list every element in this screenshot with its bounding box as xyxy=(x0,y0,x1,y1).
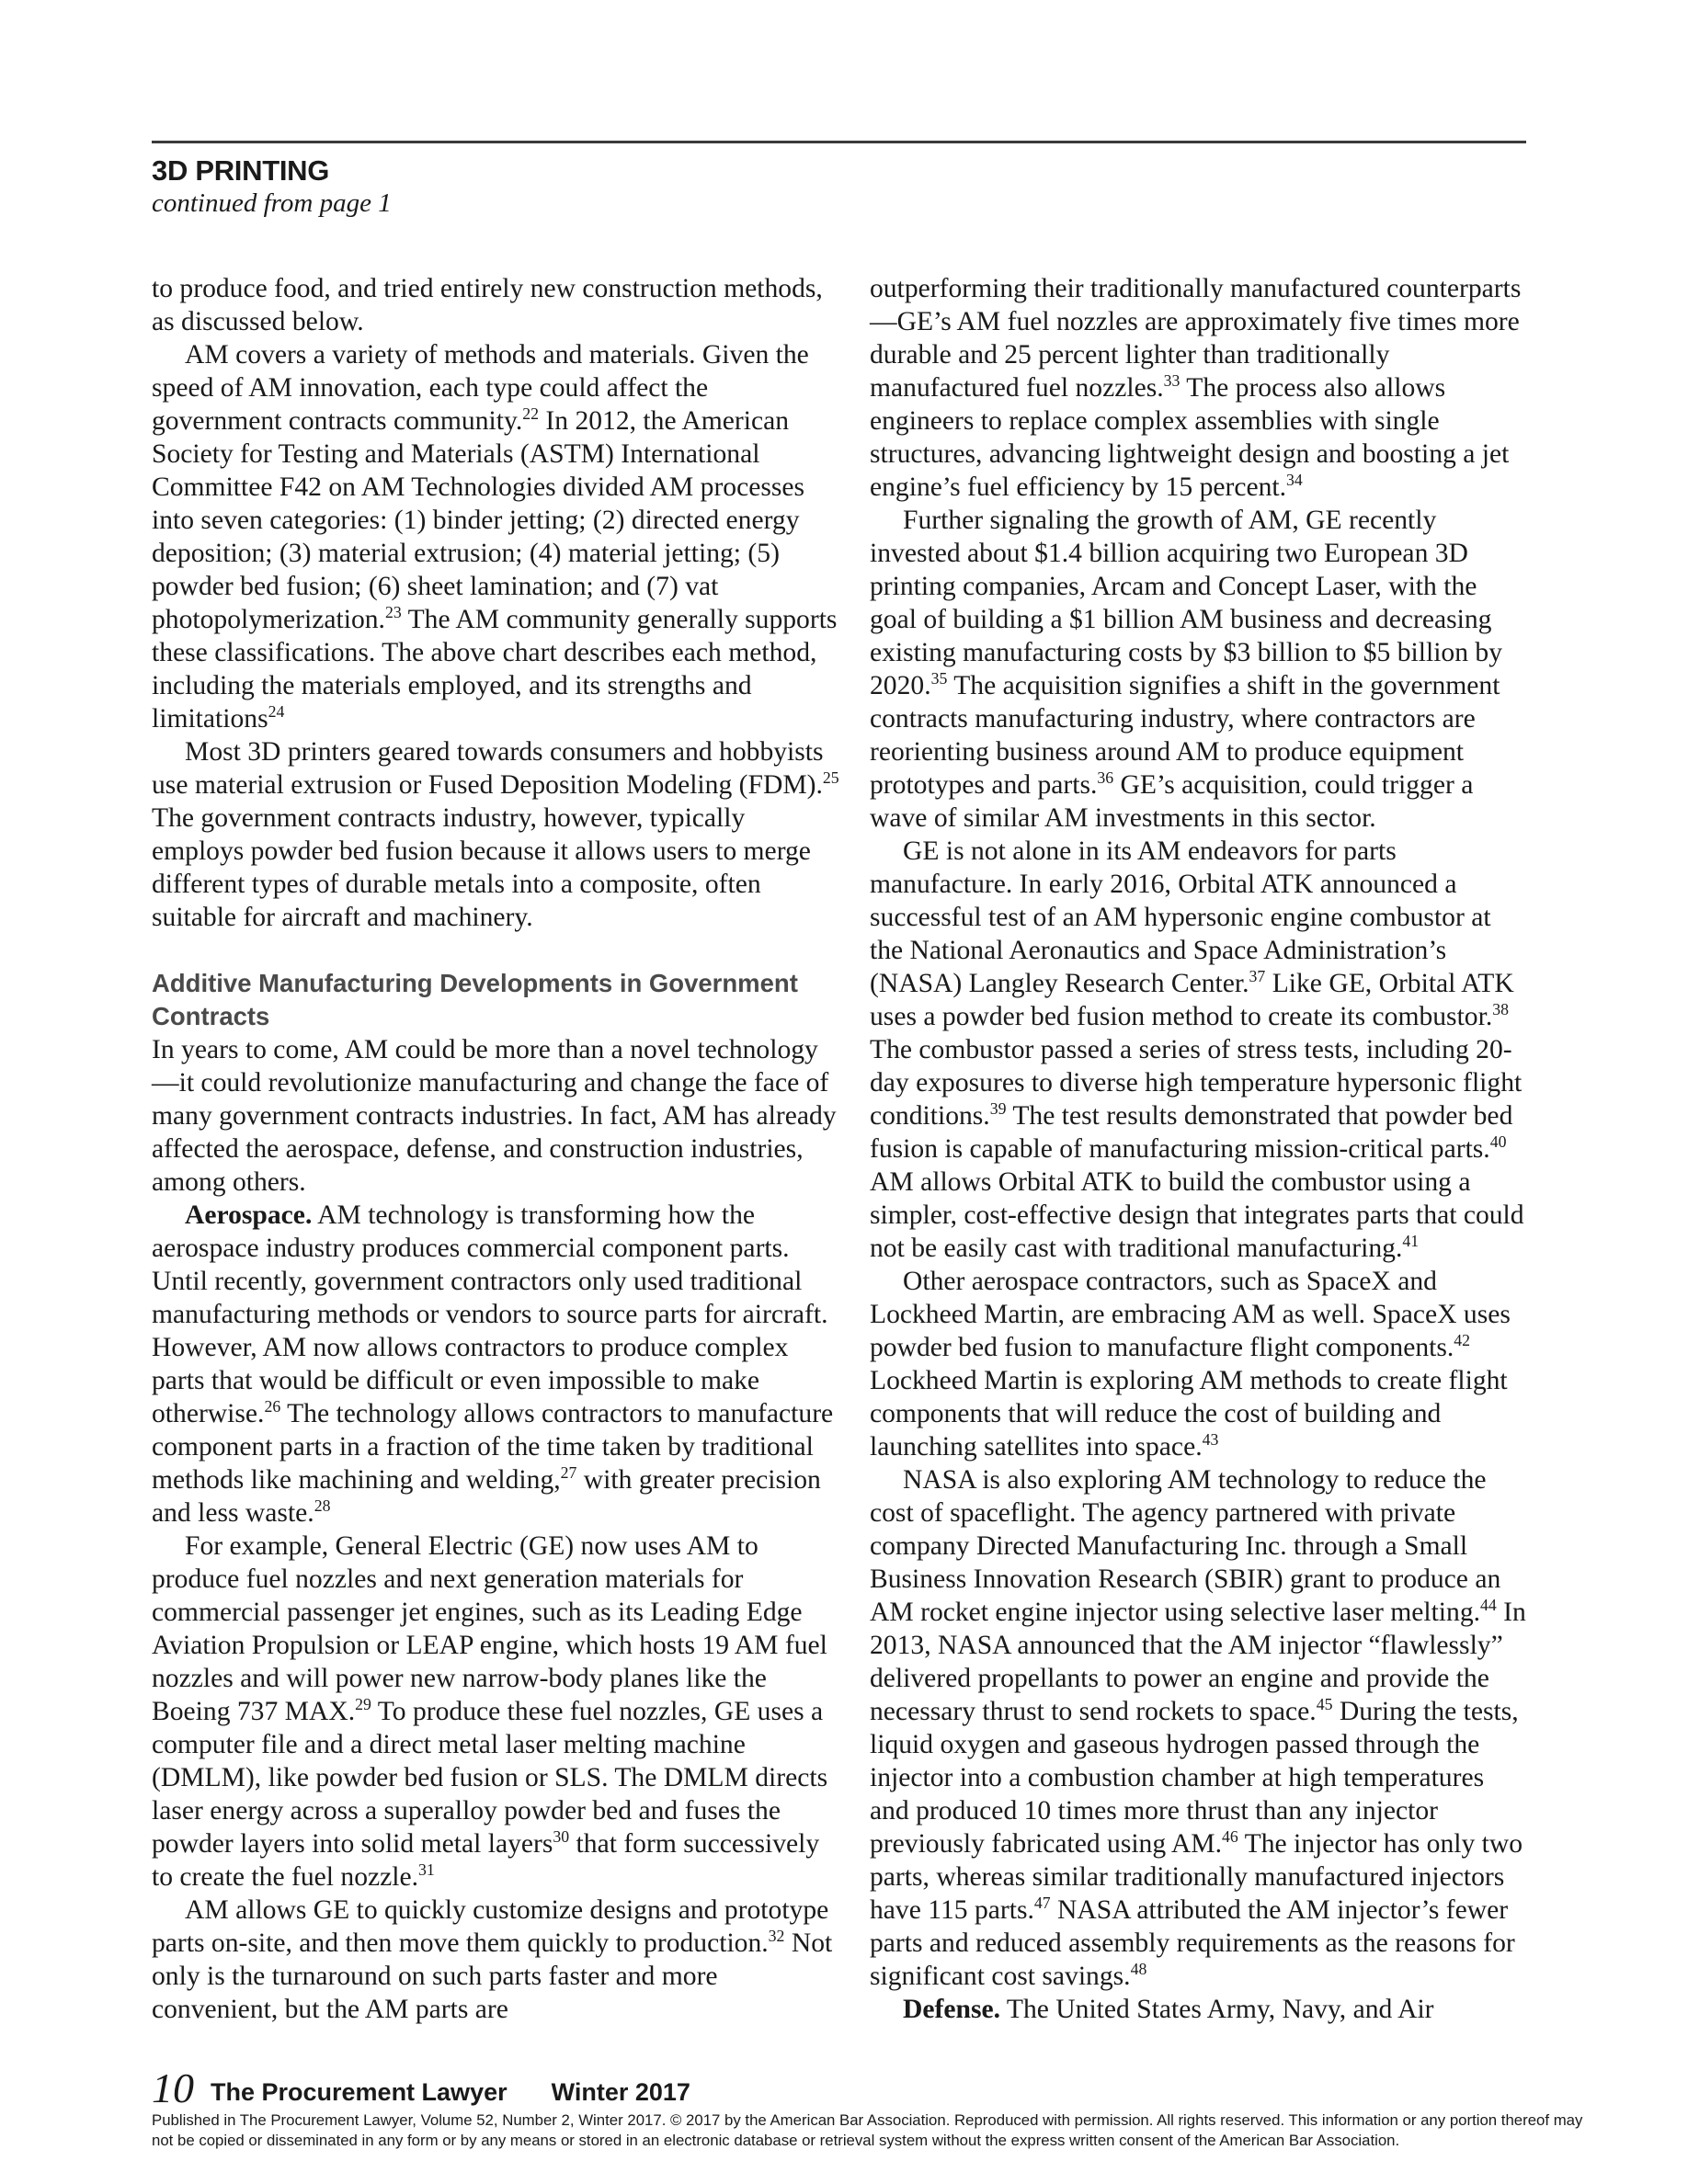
paragraph: Aerospace. AM technology is transforming how the aerospace industry produces commercial component parts. Until recently, government contractors only used traditional manufacturing methods or vendors to source parts for aircraft. However, AM now allows contractors to produce complex parts that would be difficult or even impossible to make otherwise.$^{26}$ The technology allows contractors to manufacture component parts in a fraction of the time taken by traditional methods like machining and welding,$^{27}$ with greater precision and less waste.$^{28}$ xyxy=(152,1200,834,1528)
footnote-ref[interactable]: 48 xyxy=(1130,1960,1147,1979)
page-number: 10 xyxy=(152,2065,194,2111)
paragraph: Defense. The United States Army, Navy, and Air xyxy=(903,1995,1434,2024)
footnote-ref[interactable]: 47 xyxy=(1033,1894,1051,1913)
footnote-ref[interactable]: 44 xyxy=(1480,1596,1497,1615)
continued-note: continued from page 1 xyxy=(152,188,392,218)
copyright-notice: Published in The Procurement Lawyer, Volume 52, Number 2, Winter 2017. © 2017 by the American Bar Association. Reproduced with permission. All rights reserved. This information or any portion thereof may not be copied or disseminated in any form or by any means or stored in an electronic database or retrieval system without the express written consent of the American Bar Association. xyxy=(152,2111,1583,2149)
paragraph: AM allows GE to quickly customize designs and prototype parts on-site, and then move them quickly to production.$^{32}$ Not only is the turnaround on such parts faster and more convenient, but the AM parts are xyxy=(152,1895,833,2024)
footnote-ref[interactable]: 34 xyxy=(1286,471,1303,490)
footnote-ref[interactable]: 36 xyxy=(1097,768,1114,788)
footnote-ref[interactable]: 38 xyxy=(1492,1000,1509,1019)
footnote-ref[interactable]: 45 xyxy=(1316,1695,1333,1714)
run-in-heading: Aerospace. xyxy=(185,1200,313,1230)
publication-title: The Procurement Lawyer xyxy=(211,2078,508,2106)
footnote-ref[interactable]: 31 xyxy=(418,1860,435,1880)
paragraph: outperforming their traditionally manufactured counterparts—GE’s AM fuel nozzles are approximately five times more durable and 25 percent lighter than traditionally manufactured fuel nozzles.$^{33}$ The process also allows engineers to replace complex assemblies with single structures, advancing lightweight design and boosting a jet engine’s fuel efficiency by 15 percent.$^{34}$ xyxy=(870,274,1522,502)
paragraph: NASA is also exploring AM technology to reduce the cost of spaceflight. The agency partnered with private company Directed Manufacturing Inc. through a Small Business Innovation Research (SBIR) grant to produce an AM rocket engine injector using selective laser melting.$^{44}$ In 2013, NASA announced that the AM injector “flawlessly” delivered propellants to power an engine and provide the necessary thrust to send rockets to space.$^{45}$ During the tests, liquid oxygen and gaseous hydrogen passed through the injector into a combustion chamber at high temperatures and produced 10 times more thrust than any injector previously fabricated using AM.$^{46}$ The injector has only two parts, whereas similar traditionally manufactured injectors have 115 parts.$^{47}$ NASA attributed the AM injector’s fewer parts and reduced assembly requirements as the reasons for significant cost savings.$^{48}$ xyxy=(870,1465,1526,1991)
footnote-ref[interactable]: 22 xyxy=(522,404,539,424)
section-label: 3D PRINTING xyxy=(152,154,330,187)
footnote-ref[interactable]: 42 xyxy=(1454,1331,1471,1350)
paragraph: For example, General Electric (GE) now uses AM to produce fuel nozzles and next generation materials for commercial passenger jet engines, such as its Leading Edge Aviation Propulsion or LEAP engine, which hosts 19 AM fuel nozzles and will power new narrow-body planes like the Boeing 737 MAX.$^{29}$ To produce these fuel nozzles, GE uses a computer file and a direct metal laser melting machine (DMLM), like powder bed fusion or SLS. The DMLM directs laser energy across a superalloy powder bed and fuses the powder layers into solid metal layers$^{30}$ that form successively to create the fuel nozzle.$^{31}$ xyxy=(152,1531,828,1892)
footnote-ref[interactable]: 28 xyxy=(314,1496,331,1516)
paragraph: In years to come, AM could be more than a novel technology—it could revolutionize manufacturing and change the face of many government contracts industries. In fact, AM has already affected the aerospace, defense, and construction industries, among others. xyxy=(152,1035,837,1197)
paragraph: Other aerospace contractors, such as SpaceX and Lockheed Martin, are embracing AM as well. SpaceX uses powder bed fusion to manufacture flight components.$^{42}$ Lockheed Martin is exploring AM methods to create flight components that will reduce the cost of building and launching satellites into space.$^{43}$ xyxy=(870,1267,1511,1462)
footnote-ref[interactable]: 43 xyxy=(1202,1430,1219,1450)
footnote-ref[interactable]: 46 xyxy=(1222,1827,1238,1847)
footnote-ref[interactable]: 24 xyxy=(268,702,285,722)
paragraph: Further signaling the growth of AM, GE recently invested about $1.4 billion acquiring two European 3D printing companies, Arcam and Concept Laser, with the goal of building a $1 billion AM business and decreasing existing manufacturing costs by $3 billion to $5 billion by 2020.35 The acquisition signifies a shift in the government contracts manufacturing industry, where contractors are reorienting business around AM to produce equipment prototypes and parts.$^{36}$ GE’s acquisition, could trigger a wave of similar AM investments in this sector. xyxy=(870,506,1502,833)
left-column xyxy=(152,272,841,2026)
footnote-ref[interactable]: 26 xyxy=(264,1397,281,1416)
footnote-ref[interactable]: 39 xyxy=(989,1099,1007,1119)
paragraph: AM covers a variety of methods and materials. Given the speed of AM innovation, each type could affect the government contracts community.$^{22}$ In 2012, the American Society for Testing and Materials (ASTM) International Committee F42 on AM Technologies divided AM processes into seven categories: (1) binder jetting; (2) directed energy deposition; (3) material extrusion; (4) material jetting; (5) powder bed fusion; (6) sheet lamination; and (7) vat photopolymerization.$^{23}$ The AM community generally supports these classifications. The above chart describes each method, including the materials employed, and its strengths and limitations$^{24}$ xyxy=(152,340,838,734)
paragraph: to produce food, and tried entirely new construction methods, as discussed below. xyxy=(152,274,823,336)
run-in-heading: Defense. xyxy=(903,1995,1001,2024)
paragraph: Most 3D printers geared towards consumers and hobbyists use material extrusion or Fused Deposition Modeling (FDM).$^{25}$ The government contracts industry, however, typically employs powder bed fusion because it allows users to merge different types of durable metals into a composite, often suitable for aircraft and machinery. xyxy=(152,737,839,932)
footnote-ref[interactable]: 33 xyxy=(1163,371,1180,391)
footnote-ref[interactable]: 37 xyxy=(1249,967,1266,986)
page-footer xyxy=(152,2064,690,2112)
footnote-ref[interactable]: 35 xyxy=(930,669,948,688)
footnote-ref[interactable]: 27 xyxy=(560,1463,577,1483)
footnote-ref[interactable]: 41 xyxy=(1402,1232,1420,1251)
footnote-ref[interactable]: 29 xyxy=(355,1695,371,1714)
issue-date: Winter 2017 xyxy=(551,2078,690,2106)
right-column xyxy=(870,272,1528,2026)
subheading: Additive Manufacturing Developments in Government Contracts xyxy=(152,969,798,1030)
footnote-ref[interactable]: 32 xyxy=(768,1927,785,1946)
footnote-ref[interactable]: 25 xyxy=(822,768,839,788)
footnote-ref[interactable]: 30 xyxy=(553,1827,570,1847)
paragraph: GE is not alone in its AM endeavors for parts manufacture. In early 2016, Orbital ATK announced a successful test of an AM hypersonic engine combustor at the National Aeronautics and Space Administration’s (NASA) Langley Research Center.$^{37}$ Like GE, Orbital ATK uses a powder bed fusion method to create its combustor.$^{38}$ The combustor passed a series of stress tests, including 20-day exposures to diverse high temperature hypersonic flight conditions.$^{39}$ The test results demonstrated that powder bed fusion is capable of manufacturing mission-critical parts.$^{40}$ AM allows Orbital ATK to build the combustor using a simpler, cost-effective design that integrates parts that could not be easily cast with traditional manufacturing.$^{41}$ xyxy=(870,836,1524,1263)
header-rule xyxy=(152,141,1526,143)
footnote-ref[interactable]: 23 xyxy=(384,603,402,622)
footnote-ref[interactable]: 40 xyxy=(1489,1132,1507,1152)
